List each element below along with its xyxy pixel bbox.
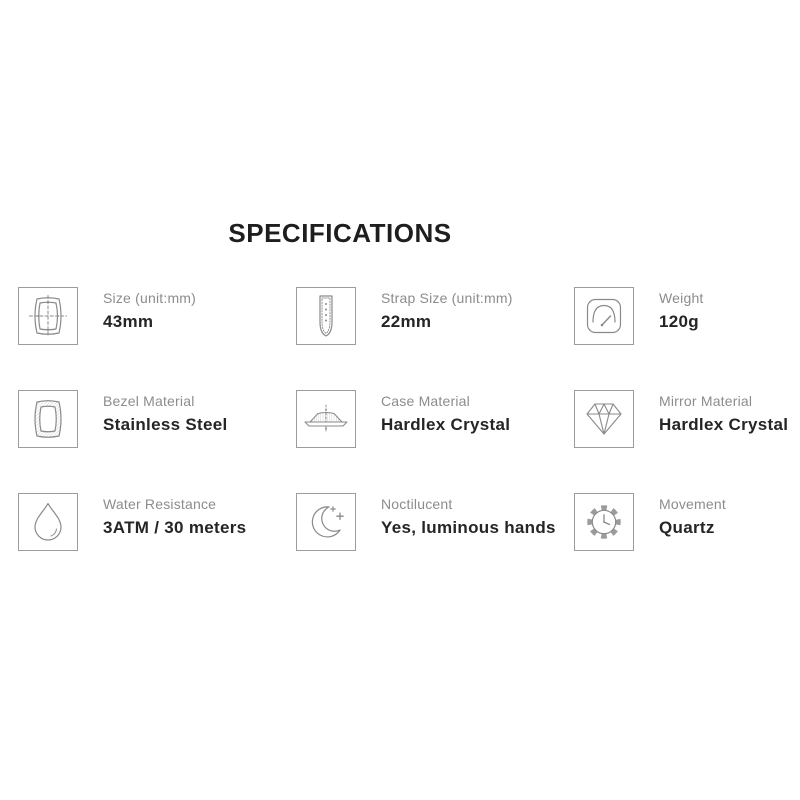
spec-label: Weight <box>659 290 704 306</box>
spec-label: Noctilucent <box>381 496 453 512</box>
diamond-icon <box>584 401 624 437</box>
bezel-ring-icon <box>30 398 66 440</box>
spec-value: 3ATM / 30 meters <box>103 518 247 537</box>
icon-box <box>574 493 634 551</box>
gear-clock-icon <box>584 502 624 542</box>
icon-box <box>296 390 356 448</box>
icon-box <box>18 390 78 448</box>
icon-box <box>296 287 356 345</box>
spec-label: Water Resistance <box>103 496 217 512</box>
icon-box <box>296 493 356 551</box>
spec-item-case-material <box>296 390 574 448</box>
water-drop-icon <box>31 501 65 543</box>
moon-stars-icon <box>306 502 346 542</box>
icon-box <box>574 390 634 448</box>
icon-box <box>18 287 78 345</box>
icon-box <box>574 287 634 345</box>
spec-item-strap-size <box>296 287 574 345</box>
spec-value: Stainless Steel <box>103 415 228 434</box>
weight-scale-icon <box>584 296 624 336</box>
watch-strap-icon <box>317 294 335 338</box>
page-title: SPECIFICATIONS <box>228 218 452 248</box>
spec-value: 120g <box>659 312 699 331</box>
spec-item-mirror-material <box>574 390 800 448</box>
icon-box <box>18 493 78 551</box>
watch-case-front-icon <box>29 295 67 337</box>
spec-value: Yes, luminous hands <box>381 518 556 537</box>
spec-item-bezel-material <box>18 390 296 448</box>
spec-label: Bezel Material <box>103 393 195 409</box>
spec-item-weight <box>574 287 800 345</box>
spec-label: Strap Size (unit:mm) <box>381 290 513 306</box>
spec-label: Case Material <box>381 393 470 409</box>
spec-label: Mirror Material <box>659 393 753 409</box>
spec-item-size <box>18 287 296 345</box>
spec-value: 43mm <box>103 312 154 331</box>
spec-item-noctilucent <box>296 493 574 551</box>
spec-item-water-resistance <box>18 493 296 551</box>
spec-label: Size (unit:mm) <box>103 290 197 306</box>
spec-grid <box>18 287 800 551</box>
spec-value: Hardlex Crystal <box>659 415 789 434</box>
spec-label: Movement <box>659 496 726 512</box>
spec-item-movement <box>574 493 800 551</box>
case-profile-icon <box>303 399 349 439</box>
spec-value: Quartz <box>659 518 715 537</box>
spec-value: 22mm <box>381 312 432 331</box>
spec-value: Hardlex Crystal <box>381 415 511 434</box>
